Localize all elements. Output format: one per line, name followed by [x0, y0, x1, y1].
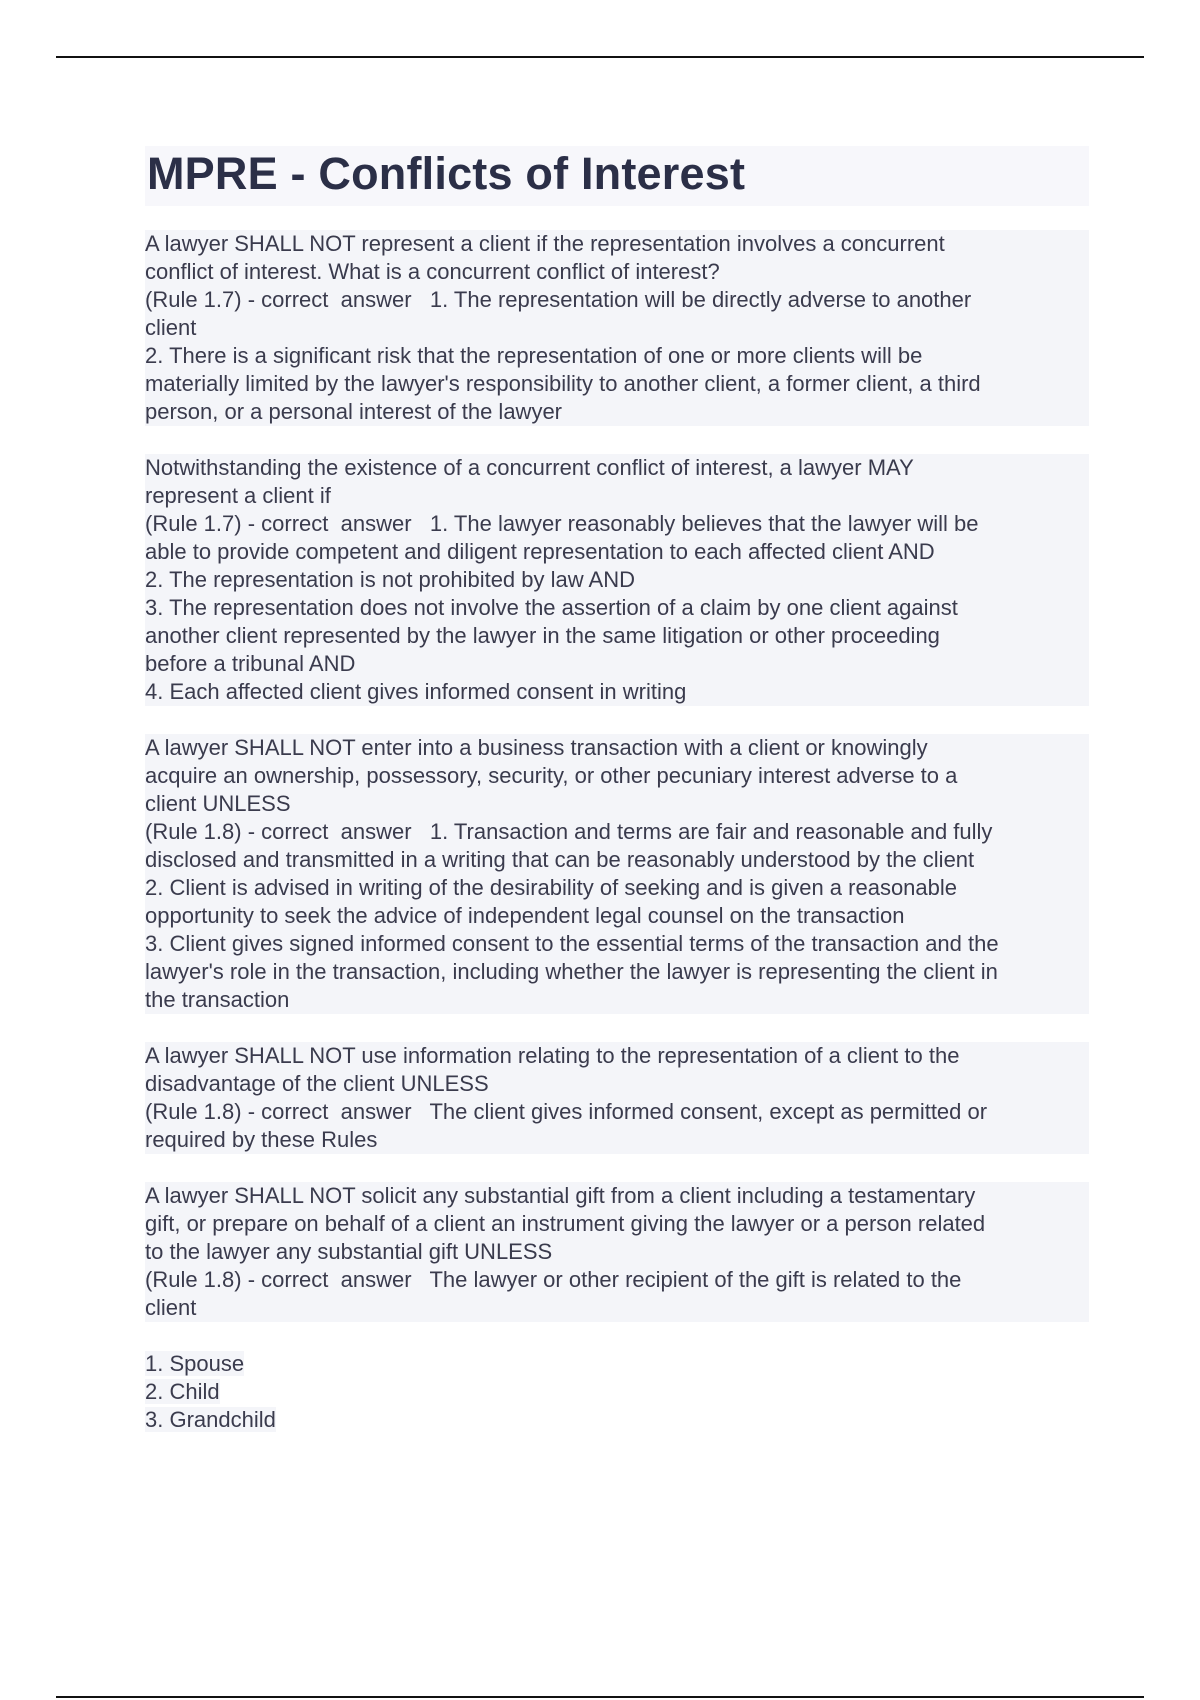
answer-line: 2. There is a significant risk that the representation of one or more clients will be: [145, 342, 1089, 370]
question-line: A lawyer SHALL NOT enter into a business transaction with a client or knowingly: [145, 734, 1089, 762]
question-line: conflict of interest. What is a concurrent conflict of interest?: [145, 258, 1089, 286]
answer-line: the transaction: [145, 986, 1089, 1014]
question-line: A lawyer SHALL NOT use information relating to the representation of a client to the: [145, 1042, 1089, 1070]
question-line: disadvantage of the client UNLESS: [145, 1070, 1089, 1098]
answer-line: materially limited by the lawyer's responsibility to another client, a former client, a third: [145, 370, 1089, 398]
answer-line: required by these Rules: [145, 1126, 1089, 1154]
question-line: represent a client if: [145, 482, 1089, 510]
list-item: 2. Child: [145, 1379, 220, 1404]
answer-line: disclosed and transmitted in a writing that can be reasonably understood by the client: [145, 846, 1089, 874]
answer-line: lawyer's role in the transaction, including whether the lawyer is representing the client in: [145, 958, 1089, 986]
answer-line: able to provide competent and diligent representation to each affected client AND: [145, 538, 1089, 566]
answer-line: client: [145, 314, 1089, 342]
answer-line: 3. Client gives signed informed consent to the essential terms of the transaction and the: [145, 930, 1089, 958]
answer-line: person, or a personal interest of the lawyer: [145, 398, 1089, 426]
answer-line: opportunity to seek the advice of independent legal counsel on the transaction: [145, 902, 1089, 930]
question-line: Notwithstanding the existence of a concurrent conflict of interest, a lawyer MAY: [145, 454, 1089, 482]
list-item: 1. Spouse: [145, 1351, 245, 1376]
qa-entry: [145, 230, 1089, 426]
answer-line: (Rule 1.8) - correct answer 1. Transaction and terms are fair and reasonable and fully: [145, 818, 1089, 846]
answer-line: 2. The representation is not prohibited by law AND: [145, 566, 1089, 594]
page-title: MPRE - Conflicts of Interest: [145, 146, 1089, 206]
answer-line: client: [145, 1294, 1089, 1322]
question-line: to the lawyer any substantial gift UNLESS: [145, 1238, 1089, 1266]
answer-line: 4. Each affected client gives informed consent in writing: [145, 678, 1089, 706]
document-body: [145, 146, 1089, 1434]
list-item: 3. Grandchild: [145, 1407, 276, 1432]
qa-entry: [145, 454, 1089, 706]
question-line: A lawyer SHALL NOT represent a client if the representation involves a concurrent: [145, 230, 1089, 258]
top-rule: [56, 56, 1144, 58]
question-line: A lawyer SHALL NOT solicit any substantial gift from a client including a testamentary: [145, 1182, 1089, 1210]
qa-entry: [145, 1182, 1089, 1322]
answer-line: (Rule 1.8) - correct answer The client gives informed consent, except as permitted or: [145, 1098, 1089, 1126]
qa-entry: [145, 1042, 1089, 1154]
answer-line: 3. The representation does not involve the assertion of a claim by one client against: [145, 594, 1089, 622]
relatives-list: [145, 1350, 1089, 1434]
bottom-rule: [56, 1696, 1144, 1698]
qa-entry: [145, 734, 1089, 1014]
answer-line: (Rule 1.8) - correct answer The lawyer or other recipient of the gift is related to the: [145, 1266, 1089, 1294]
answer-line: before a tribunal AND: [145, 650, 1089, 678]
answer-line: (Rule 1.7) - correct answer 1. The lawyer reasonably believes that the lawyer will be: [145, 510, 1089, 538]
answer-line: 2. Client is advised in writing of the desirability of seeking and is given a reasonable: [145, 874, 1089, 902]
question-line: client UNLESS: [145, 790, 1089, 818]
question-line: gift, or prepare on behalf of a client an instrument giving the lawyer or a person related: [145, 1210, 1089, 1238]
question-line: acquire an ownership, possessory, security, or other pecuniary interest adverse to a: [145, 762, 1089, 790]
answer-line: (Rule 1.7) - correct answer 1. The representation will be directly adverse to another: [145, 286, 1089, 314]
answer-line: another client represented by the lawyer in the same litigation or other proceeding: [145, 622, 1089, 650]
